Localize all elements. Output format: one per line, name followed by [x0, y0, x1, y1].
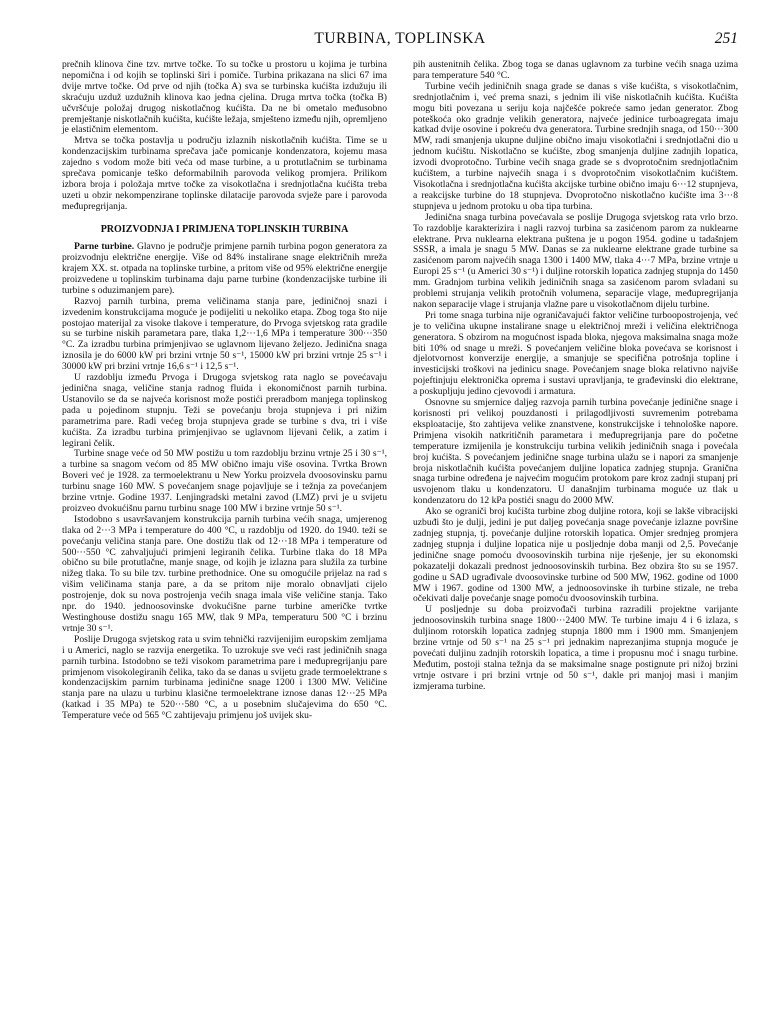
paragraph: U razdoblju između Prvoga i Drugoga svjetskog rata naglo se povećavaju jedinična snaga, veličine stanja radnog fluida i ekonomičnost parnih turbina. Ustanovilo se da se najveća korisnost može postići preradbom manjega toplinskog pada u pojedinom stupnju. Teži se povećanju broja stupnjeva i pri nižim parametrima pare. Radi većeg broja stupnjeva grade se turbine s dva, tri i više kućišta. Za izradbu turbina primjenjivao se uglavnom lijevani čelik, a zatim i legirani čelik. — [62, 372, 387, 449]
paragraph: pih austenitnih čelika. Zbog toga se danas uglavnom za turbine većih snaga uzima para temperature 540 °C. — [413, 59, 738, 81]
paragraph — [62, 242, 387, 297]
right-column — [413, 60, 738, 722]
paragraph: Turbine većih jediničnih snaga grade se danas s više kućišta, s visokotlačnim, srednjotlačnim i, već prema snazi, s jednim ili više niskotlačnih kućišta. Kućišta mogu biti povezana u seriju koja najčešće pokreće samo jedan generator. Zbog poteškoća oko gradnje velikih generatora, najveće jedinice turboagregata imaju katkad dvije osovine i pokreću dva generatora. Turbine srednjih snaga, od 150···300 MW, radi smanjenja ukupne duljine obično imaju visokotlačni i srednjotlačni dio u jednom kućištu. Niskotlačno se kućište, zbog smanjenja duljine zadnjih lopatica, izvodi dvoprotočno. Turbine većih snaga grade se s dvoprotočnim srednjotlačnim kućištem, a turbine najvećih snaga i s dvoprotočnim visokotlačnim kućištem. Visokotlačna i srednjotlačna kućišta akcijske turbine obično imaju 6···12 stupnjeva, a reakcijske turbine do 18 stupnjeva. Dvoprotočno niskotlačno kućište ima 3···8 stupnjeva u jednom protoku u oba tipa turbina. — [413, 80, 738, 212]
paragraph: Ako se ograniči broj kućišta turbine zbog duljine rotora, koji se lakše vibracijski uzbuđi što je dulji, jedini je put daljeg povećanja snage povećanje izlazne površine zadnjeg stupnja, tj. povećanje duljine rotorskih lopatica. Omjer srednjeg promjera zadnjeg stupnja i duljine lopatica nije u posljednje doba manji od 2,5. Povećanje jedinične snage pomoću dvoosovinskih turbina nije rješenje, jer su ekonomski pokazatelji dokazali prednost jednoosovinskih turbina. Bez obzira što su se 1957. godine u SAD ugrađivale dvoosovinske turbine od 500 MW, 1962. godine od 1000 MW i 1967. godine od 1300 MW, a jednoosovinske ih turbine stizale, ne treba očekivati dalje povećanje snage pomoću dvoosovinskih turbina. — [413, 506, 738, 605]
paragraph: Jedinična snaga turbina povećavala se poslije Drugoga svjetskog rata vrlo brzo. To razdoblje karakterizira i nagli razvoj turbina sa zasićenom parom za nuklearne elektrane. Prva nuklearna elektrana puštena je u pogon 1954. godine u tadašnjem SSSR, a imala je snagu 5 MW. Danas se za nuklearne elektrane grade turbine sa zasićenom parom najvećih snaga 1300 i 1400 MW, tlaka 4···7 MPa, brzine vrtnje u Europi 25 s⁻¹ (u Americi 30 s⁻¹) i duljine rotorskih lopatica zadnjeg stupnja do 1450 mm. Gradnjom turbina velikih jediničnih snaga sa zasićenom parom svladani su problemi strujanja velikih protočnih volumena, separacije vlage, međupregrijanja nakon separacije vlage i strujanja vlažne pare u visokotlačnom dijelu turbine. — [413, 211, 738, 310]
paragraph: Turbine snage veće od 50 MW postižu u tom razdoblju brzinu vrtnje 25 i 30 s⁻¹, a turbine sa snagom većom od 85 MW obično imaju više osovina. Tvrtka Brown Boveri već je 1928. za termoelektranu u New Yorku proizvela dvoosovinsku parnu turbinu snage 160 MW. S povećanjem snage pojavljuje se i težnja za povećanjem brzine vrtnje. Godine 1937. Lenjingradski metalni zavod (LMZ) prvi je u svijetu proizveo dvokućišnu parnu turbinu snage 100 MW i brzine vrtnje 50 s⁻¹. — [62, 448, 387, 514]
paragraph: Mrtva se točka postavlja u području izlaznih niskotlačnih kućišta. Time se u kondenzacijskim turbinama sprečava jače pomicanje kondenzatora, kojemu masa zajedno s vodom može biti veća od mase turbine, a u protutlačnim se turbinama sprečava pomicanje teško deformabilnih parovoda velikog promjera. Prilikom izbora broja i položaja mrtve točke za visokotlačna i srednjotlačna kućišta treba uzeti u obzir nekompenzirane toplinske dilatacije parovoda svježe pare i parovoda međupregrijanja. — [62, 135, 387, 212]
page-number: 251 — [714, 30, 738, 47]
left-column — [62, 60, 387, 722]
paragraph-text: Glavno je područje primjene parnih turbina pogon generatora za proizvodnju električne energije. Više od 84% instalirane snage električnih mreža krajem XX. st. otpada na toplinske turbine, a pritom više od 95% električne energije proizvedene u toplinskim turbinama daju parne turbine (kondenzacijske turbine ili turbine s oduzimanjem pare). — [62, 241, 387, 296]
paragraph: Pri tome snaga turbina nije ograničavajući faktor veličine turboopostrojenja, već je to veličina ukupne instalirane snage u električnoj mreži i veličina električnoga generatora. S obzirom na mogućnost ispada bloka, njegova maksimalna snaga može biti 10% od snage u mreži. S povećanjem veličine bloka povećava se korisnost i djelotvornost konverzije energije, a smanjuje se specifična potrošnja topline i investicijski troškovi na jedinicu snage. Povećanjem snage bloka relativno najviše pojeftinjuju elektronička oprema i sustavi upravljanja, te građevinski dio elektrane, a poskupljuju jedino cjevovodi i armatura. — [413, 309, 738, 398]
running-title: TURBINA, TOPLINSKA — [314, 30, 486, 47]
paragraph: Osnovne su smjernice daljeg razvoja parnih turbina povećanje jedinične snage i korisnosti pri velikoj pouzdanosti i prilagodljivosti suvremenim potrebama eksploatacije, što zahtijeva velike znanstvene, konstrukcijske i tehnološke napore. Primjena visokih natkritičnih parametara i međupregrijanja pare do početne temperature izmijenila je konstrukciju turbina velikih jediničnih snaga i povećala broj kućišta. S povećanjem jedinične snage turbina ulažu se i napori za smanjenje broja niskotlačnih kućišta povećanjem duljine lopatica zadnjeg stupnja. Granična snaga turbine određena je najvećim mogućim protokom pare kroz zadnji stupanj pri usvojenom tlaku u kondenzatoru. U današnjim turbinama moguće uz tlak u kondenzatoru do 12 kPa postići snagu do 2000 MW. — [413, 397, 738, 507]
paragraph: U posljednje su doba proizvođači turbina razradili projektne varijante jednoosovinskih turbina snage 1800···2400 MW. Te turbine imaju 4 i 6 izlaza, s duljinom rotorskih lopatica zadnjeg stupnja 1800 mm i 1900 mm. Smanjenjem brzine vrtnje od 50 s⁻¹ na 25 s⁻¹ pri jednakim naprezanjima stupnja moguće je povećati duljinu zadnjih rotorskih lopatica, a time i propusnu moć i snagu turbine. Međutim, postoji stalna težnja da se maksimalne snage postignute pri nižoj brzini vrtnje ostvare i pri brzini vrtnje od 50 s⁻¹, dakle pri manjoj masi i manjim izmjerama turbine. — [413, 604, 738, 692]
paragraph: Razvoj parnih turbina, prema veličinama stanja pare, jediničnoj snazi i izvedenim konstrukcijama moguće je podijeliti u nekoliko etapa. Zbog toga što nije postojao materijal za visoke tlakove i temperature, do Prvoga svjetskog rata gradile su se turbine niskih parametara pare, tlaka 1,2···1,6 MPa i temperature 300···350 °C. Za izradbu turbina primjenjivao se uglavnom lijevano željezo. Jedinična snaga iznosila je do 6000 kW pri brzini vrtnje 50 s⁻¹, 15000 kW pri brzini vrtnje 25 s⁻¹ i 30000 kW pri brzini vrtnje 16,6 s⁻¹ i 12,5 s⁻¹. — [62, 295, 387, 373]
paragraph: Poslije Drugoga svjetskog rata u svim tehnički razvijenijim europskim zemljama i u Americi, naglo se razvija energetika. To uzrokuje sve veći rast jediničnih snaga parnih turbina. Istodobno se teži visokom parametrima pare i međupregrijanju pare primjenom visokolegiranih čelika, tako da se danas u svijetu grade termoelektrane s kondenzacijskim parnim turbinama jedinične snage 1200 i 1300 MW. Veličine stanja pare na ulazu u turbinu klasične termoelektrane iznose danas 12···25 MPa (katkad i 35 MPa) te 520···580 °C, a u posebnim slučajevima do 650 °C. Temperature veće od 565 °C zahtijevaju primjenu još uvijek sku- — [62, 633, 387, 722]
text-columns — [62, 60, 738, 722]
section-heading: PROIZVODNJA I PRIMJENA TOPLINSKIH TURBINA — [100, 223, 349, 235]
page-header — [62, 30, 738, 52]
paragraph: prečnih klinova čine tzv. mrtve točke. To su točke u prostoru u kojima je turbina nepomična i od kojih se toplinski širi i pomiče. Turbina prikazana na slici 67 ima dvije mrtve točke. Od prve od njih (točka A) sva se turbinska kućišta izdužuju ili skraćuju uzduž uzdužnih klinova kao jedna cjelina. Druga mrtva točka (točka B) učvršćuje položaj drugog niskotlačnog kućišta. Da ne bi ometalo međusobno premještanje niskotlačnih kućišta, kućište ležaja, smješteno između njih, opremljeno je elastičnim elementom. — [62, 59, 387, 136]
paragraph: Istodobno s usavršavanjem konstrukcija parnih turbina većih snaga, umjerenog tlaka od 2···3 MPa i temperature do 400 °C, u razdoblju od 1920. do 1940. teži se povećanju veličina stanja pare. One dostižu tlak od 12···18 MPa i temperature od 500···550 °C zahvaljujući primjeni legiranih čelika. Turbine tlaka do 18 MPa obično su bile protutlačne, manje snage, od kojih je izlazna para služila za turbine nižeg tlaka. To su bile tzv. turbine prethodnice. One su omogućile prijelaz na rad s višim veličinama stanja pare, a da se pritom nije moralo obnavljati cijelo postrojenje, dok su nova postrojenja većih snaga imala više veličine stanja. Tako npr. do 1940. jednoosovinske dvokućišne parne turbine američke tvrtke Westinghouse dostižu snagu 165 MW, tlak 9 MPa, temperaturu 500 °C i brzinu vrtnje 30 s⁻¹. — [62, 513, 387, 634]
runin-heading: Parne turbine. — [74, 241, 135, 253]
